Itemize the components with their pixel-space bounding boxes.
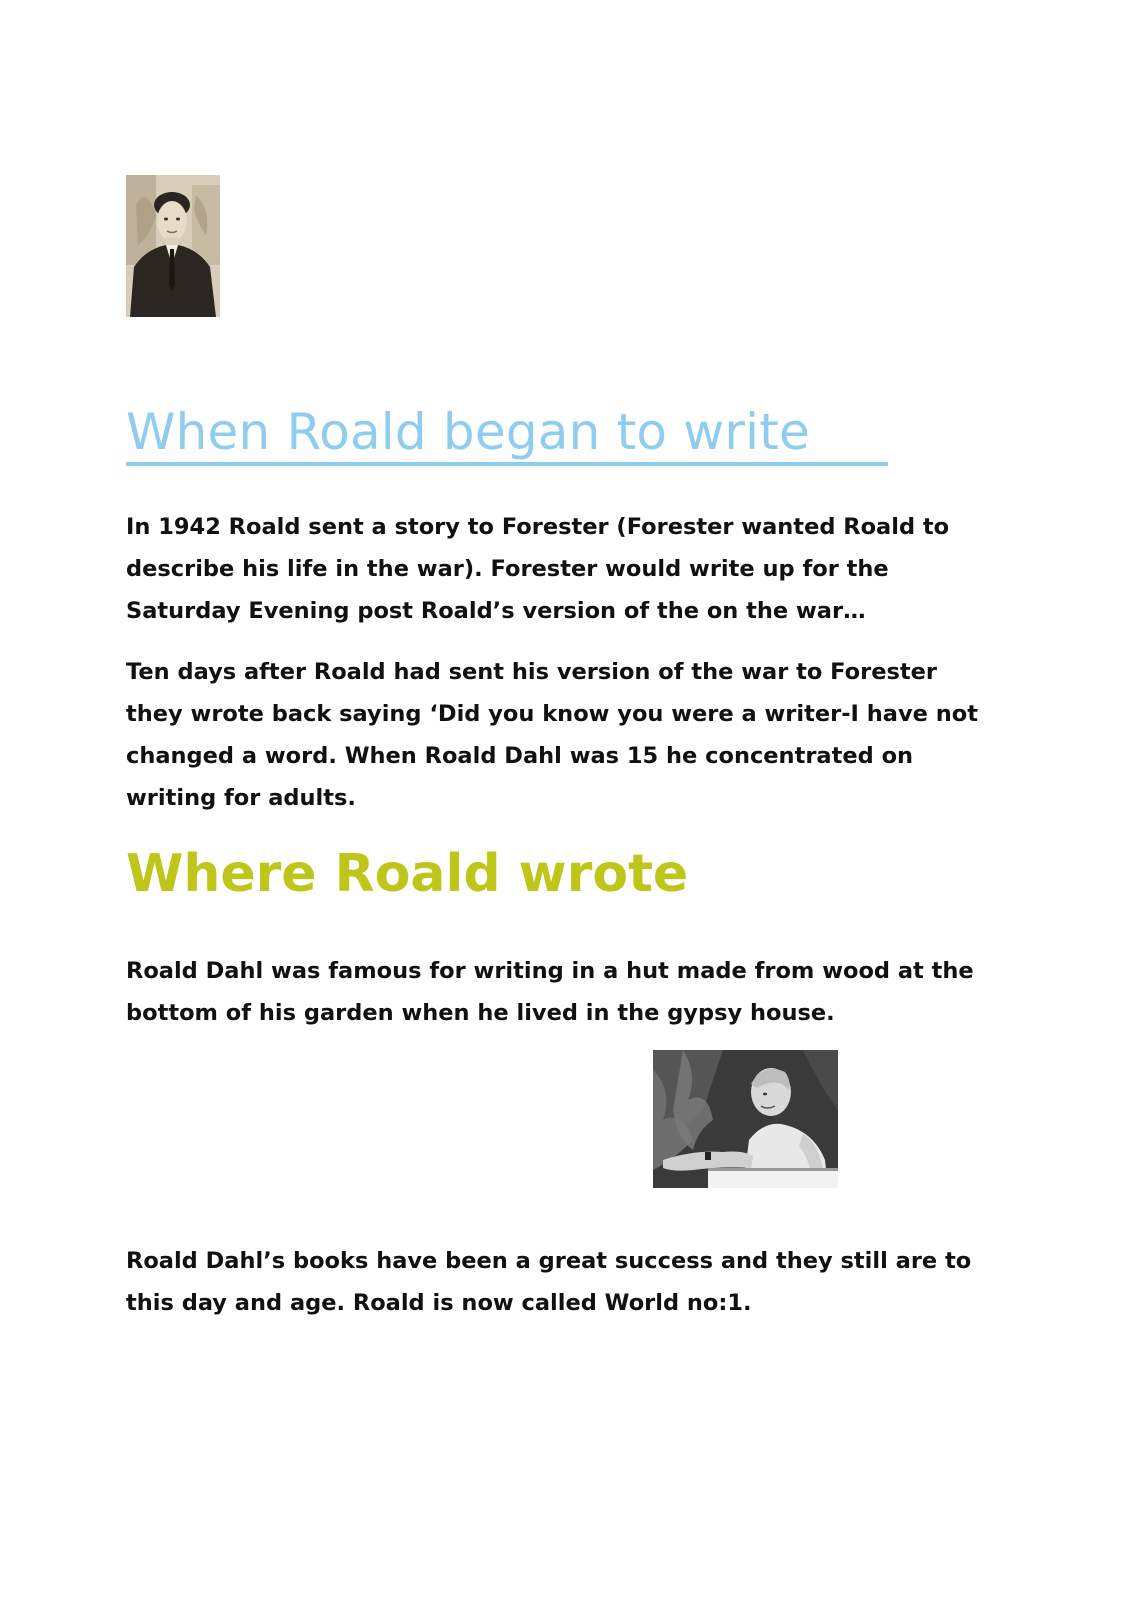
text-line: they wrote back saying ‘Did you know you were a writer-I have not [126,701,978,727]
paragraph-books-success [126,1240,986,1324]
heading-where-roald-wrote: Where Roald wrote [126,844,689,904]
paragraph-1942-story [126,506,986,632]
text-line: this day and age. Roald is now called World no:1. [126,1290,752,1316]
text-line: In 1942 Roald sent a story to Forester (Forester wanted Roald to [126,514,950,540]
text-line: Ten days after Roald had sent his version of the war to Forester [126,659,937,685]
heading-when-roald-began-to-write: When Roald began to write [126,403,810,461]
writer-photo [653,1050,838,1188]
text-line: bottom of his garden when he lived in the gypsy house. [126,1000,835,1026]
text-line: Roald Dahl’s books have been a great success and they still are to [126,1248,972,1274]
text-line: Roald Dahl was famous for writing in a hut made from wood at the [126,958,974,984]
text-line: describe his life in the war). Forester would write up for the [126,556,889,582]
paragraph-ten-days-after [126,651,986,819]
portrait-photo [126,175,220,317]
paragraph-writing-hut [126,950,986,1034]
heading-underline [126,462,888,466]
text-line: changed a word. When Roald Dahl was 15 he concentrated on [126,743,914,769]
text-line: writing for adults. [126,785,356,811]
text-line: Saturday Evening post Roald’s version of the on the war… [126,598,866,624]
